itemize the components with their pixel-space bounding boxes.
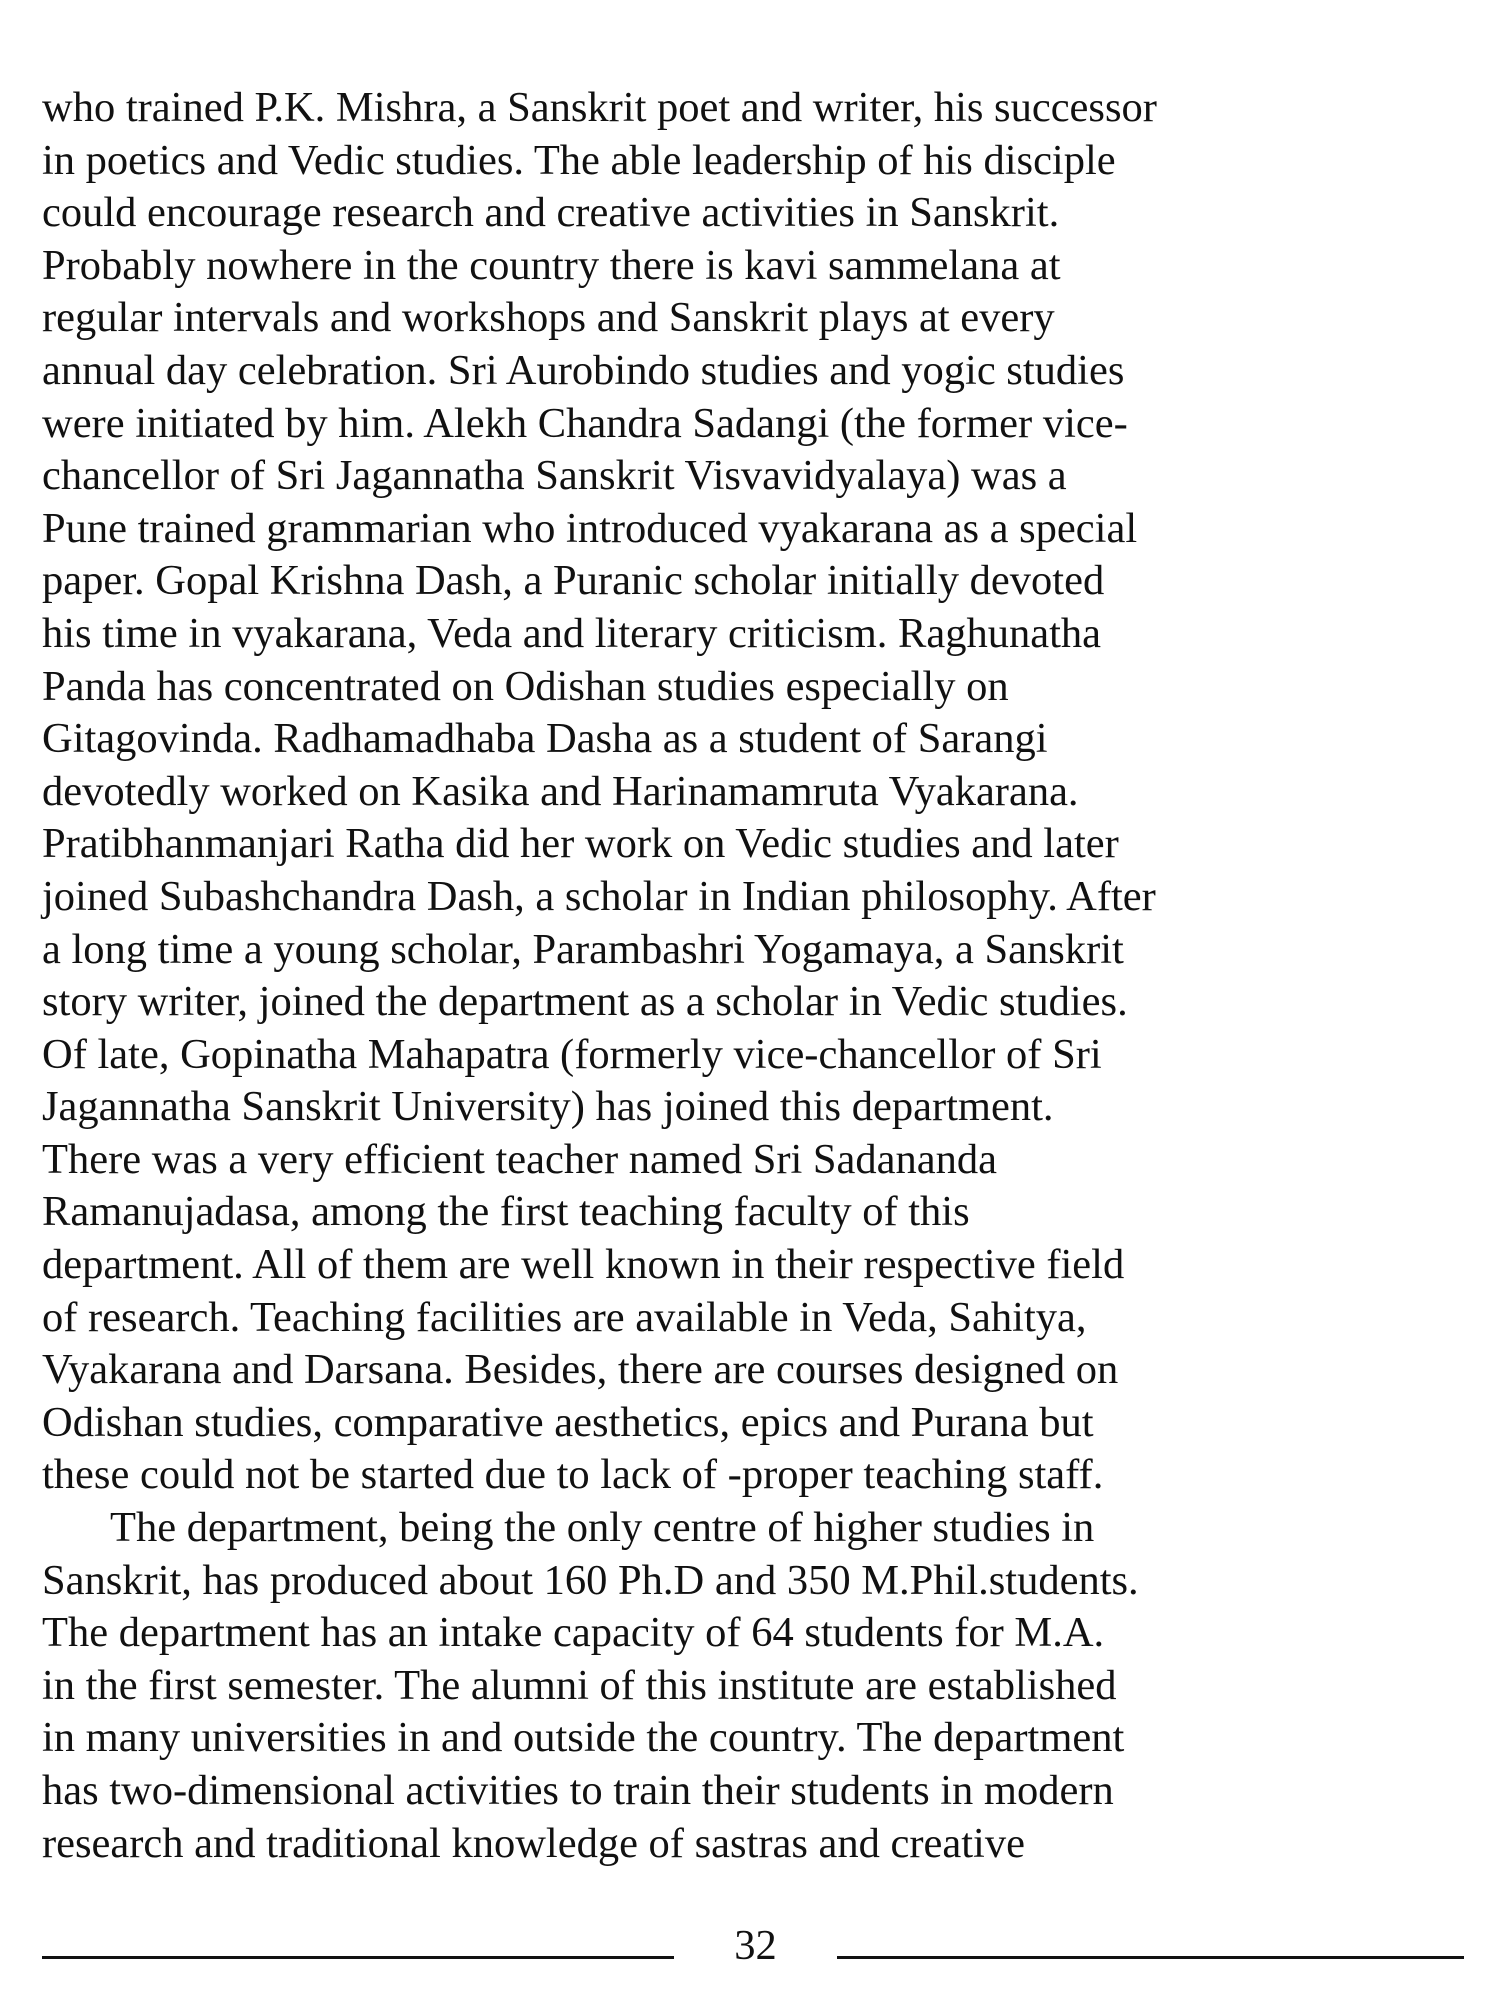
text-line: Of late, Gopinatha Mahapatra (formerly vice-chancellor of Sri	[42, 1030, 1102, 1078]
text-line: regular intervals and workshops and Sanskrit plays at every	[42, 294, 1055, 342]
text-line: Vyakarana and Darsana. Besides, there are courses designed on	[42, 1346, 1119, 1394]
text-line: The department has an intake capacity of 64 students for M.A.	[42, 1609, 1105, 1657]
text-line: in the first semester. The alumni of this institute are established	[42, 1661, 1117, 1709]
text-line: in poetics and Vedic studies. The able leadership of his disciple	[42, 136, 1116, 184]
text-line: paper. Gopal Krishna Dash, a Puranic scholar initially devoted	[42, 557, 1105, 605]
paragraph-1	[42, 82, 1464, 1502]
text-line: Gitagovinda. Radhamadhaba Dasha as a student of Sarangi	[42, 715, 1048, 763]
paragraph-2	[42, 1502, 1464, 1870]
footer-rule-left	[42, 1956, 674, 1959]
text-line: Odishan studies, comparative aesthetics, epics and Purana but	[42, 1398, 1094, 1446]
page-number: 32	[734, 1922, 777, 1969]
text-line: Panda has concentrated on Odishan studies especially on	[42, 662, 1009, 710]
text-line: department. All of them are well known in their respective field	[42, 1241, 1125, 1289]
text-line: Ramanujadasa, among the first teaching faculty of this	[42, 1188, 970, 1236]
text-line: The department, being the only centre of higher studies in	[110, 1504, 1095, 1552]
text-line: a long time a young scholar, Parambashri Yogamaya, a Sanskrit	[42, 925, 1124, 973]
text-line: has two-dimensional activities to train their students in modern	[42, 1767, 1114, 1814]
text-line: Jagannatha Sanskrit University) has joined this department.	[42, 1083, 1054, 1131]
text-line: Probably nowhere in the country there is kavi sammelana at	[42, 241, 1061, 289]
text-line: chancellor of Sri Jagannatha Sanskrit Visvavidyalaya) was a	[42, 452, 1067, 500]
text-line: annual day celebration. Sri Aurobindo studies and yogic studies	[42, 346, 1125, 394]
text-line: his time in vyakarana, Veda and literary criticism. Raghunatha	[42, 609, 1102, 657]
text-line: Pune trained grammarian who introduced vyakarana as a special	[42, 504, 1138, 552]
text-line: Sanskrit, has produced about 160 Ph.D and 350 M.Phil.students.	[42, 1556, 1139, 1604]
text-line: could encourage research and creative activities in Sanskrit.	[42, 189, 1060, 237]
page-body	[42, 82, 1464, 1870]
text-line: were initiated by him. Alekh Chandra Sadangi (the former vice-	[42, 399, 1128, 447]
text-line: research and traditional knowledge of sastras and creative	[42, 1819, 1025, 1867]
text-line: There was a very efficient teacher named Sri Sadananda	[42, 1135, 998, 1183]
text-line: these could not be started due to lack of -proper teaching staff.	[42, 1451, 1104, 1499]
page-footer	[42, 1920, 1464, 1980]
footer-rule-right	[837, 1956, 1464, 1959]
text-line: story writer, joined the department as a scholar in Vedic studies.	[42, 978, 1128, 1026]
text-line: devotedly worked on Kasika and Harinamamruta Vyakarana.	[42, 767, 1079, 815]
text-line: joined Subashchandra Dash, a scholar in Indian philosophy. After	[42, 872, 1156, 920]
text-line: Pratibhanmanjari Ratha did her work on Vedic studies and later	[42, 820, 1119, 868]
text-line: in many universities in and outside the country. The department	[42, 1714, 1125, 1762]
text-line: who trained P.K. Mishra, a Sanskrit poet and writer, his successor	[42, 84, 1157, 131]
text-line: of research. Teaching facilities are available in Veda, Sahitya,	[42, 1293, 1087, 1341]
